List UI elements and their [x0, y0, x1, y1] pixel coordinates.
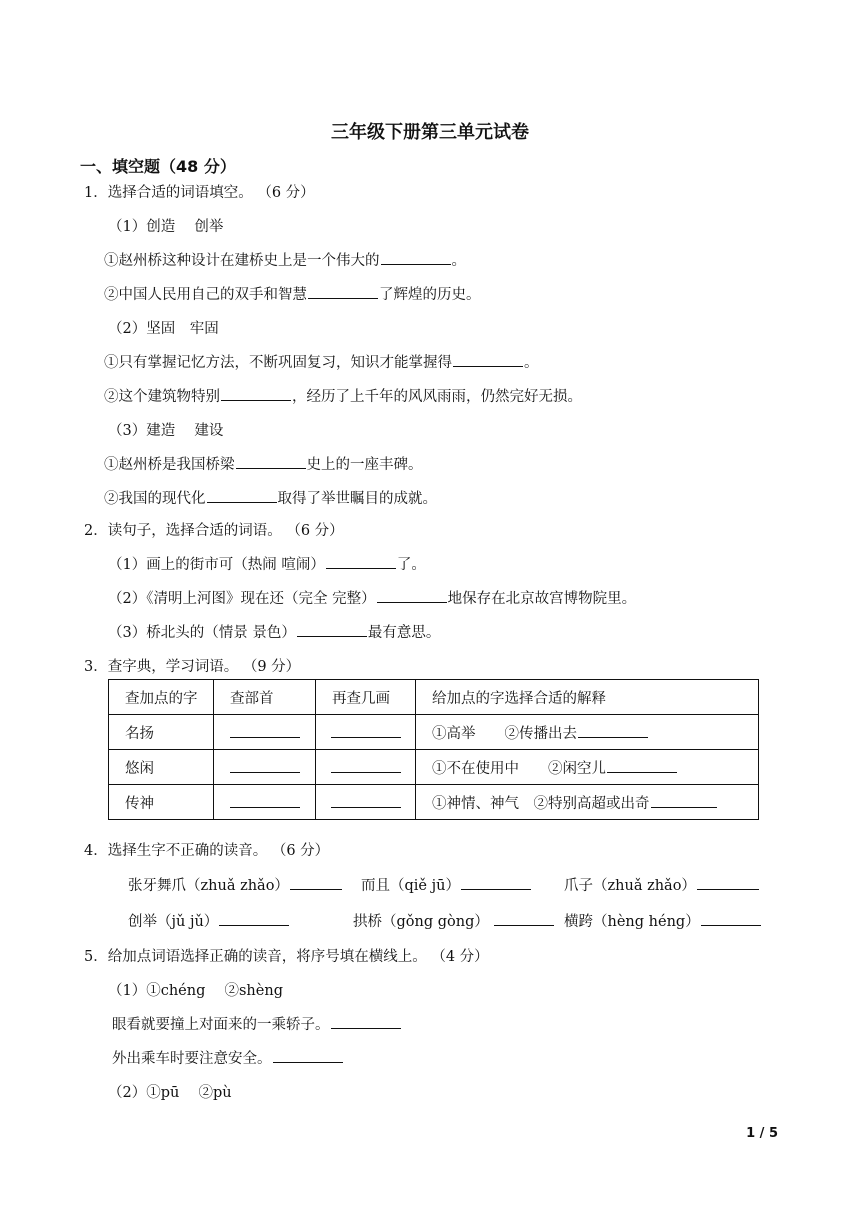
table-row	[109, 785, 759, 820]
table-cell	[316, 715, 416, 750]
q4-item: 横跨（hèng héng）	[564, 910, 762, 931]
answer-blank[interactable]	[230, 722, 300, 738]
answer-blank[interactable]	[331, 1013, 401, 1029]
question-4-stem: 4．选择生字不正确的读音。 （6 分）	[84, 843, 330, 859]
table-cell	[316, 750, 416, 785]
answer-blank[interactable]	[331, 722, 401, 738]
dictionary-table	[108, 679, 759, 820]
table-header: 查部首	[214, 680, 316, 715]
table-cell	[214, 715, 316, 750]
answer-blank[interactable]	[308, 283, 378, 299]
answer-blank[interactable]	[697, 874, 759, 890]
table-cell	[316, 785, 416, 820]
answer-blank[interactable]	[651, 792, 717, 808]
table-word: 悠闲	[109, 750, 214, 785]
table-header-row	[109, 680, 759, 715]
table-header: 给加点的字选择合适的解释	[416, 680, 759, 715]
q2-line: （2）《清明上河图》现在还（完全 完整） 地保存在北京故宫博物院里。	[108, 587, 636, 608]
table-cell	[214, 785, 316, 820]
answer-blank[interactable]	[219, 910, 289, 926]
q4-item: 爪子（zhuǎ zhǎo）	[564, 874, 760, 895]
question-2-stem: 2．读句子，选择合适的词语。 （6 分）	[84, 523, 344, 539]
answer-blank[interactable]	[297, 621, 367, 637]
answer-blank[interactable]	[461, 874, 531, 890]
answer-blank[interactable]	[607, 757, 677, 773]
q1-line: ②中国人民用自己的双手和智慧 了辉煌的历史。	[104, 283, 481, 304]
section-heading: 一、填空题（48 分）	[80, 157, 236, 176]
answer-blank[interactable]	[331, 757, 401, 773]
answer-blank[interactable]	[377, 587, 447, 603]
q1-line: ②我国的现代化 取得了举世瞩目的成就。	[104, 487, 437, 508]
q1-line: ①只有掌握记忆方法，不断巩固复习，知识才能掌握得 。	[104, 351, 539, 372]
answer-blank[interactable]	[701, 910, 761, 926]
q5-part-1: （1）①chéng ②shèng	[108, 983, 283, 999]
q5-line: 眼看就要撞上对面来的一乘轿子。	[112, 1013, 402, 1034]
q5-line: 外出乘车时要注意安全。	[112, 1047, 344, 1068]
q1-group-3: （3）建造 建设	[108, 423, 224, 439]
q2-line: （1）画上的街市可（热闹 喧闹） 了。	[108, 553, 426, 574]
answer-blank[interactable]	[273, 1047, 343, 1063]
answer-blank[interactable]	[578, 722, 648, 738]
page-number: 1 / 5	[746, 1126, 778, 1141]
q1-group-2: （2）坚固 牢固	[108, 321, 219, 337]
answer-blank[interactable]	[326, 553, 396, 569]
table-row	[109, 715, 759, 750]
q1-group-1: （1）创造 创举	[108, 219, 224, 235]
q4-item: 张牙舞爪（zhuǎ zhǎo）	[128, 874, 343, 895]
answer-blank[interactable]	[381, 249, 451, 265]
question-1-stem: 1．选择合适的词语填空。 （6 分）	[84, 185, 315, 201]
table-row	[109, 750, 759, 785]
question-3-stem: 3．查字典，学习词语。 （9 分）	[84, 659, 301, 675]
answer-blank[interactable]	[221, 385, 291, 401]
answer-blank[interactable]	[331, 792, 401, 808]
q4-item: 而且（qiě jū）	[361, 874, 532, 895]
answer-blank[interactable]	[236, 453, 306, 469]
q1-line: ①赵州桥这种设计在建桥史上是一个伟大的 。	[104, 249, 466, 270]
answer-blank[interactable]	[230, 757, 300, 773]
table-header: 查加点的字	[109, 680, 214, 715]
q1-line: ①赵州桥是我国桥梁 史上的一座丰碑。	[104, 453, 423, 474]
answer-blank[interactable]	[207, 487, 277, 503]
answer-blank[interactable]	[494, 910, 554, 926]
question-5-stem: 5．给加点词语选择正确的读音，将序号填在横线上。 （4 分）	[84, 949, 489, 965]
answer-blank[interactable]	[453, 351, 523, 367]
table-cell	[214, 750, 316, 785]
table-word: 传神	[109, 785, 214, 820]
q2-line: （3）桥北头的（情景 景色） 最有意思。	[108, 621, 440, 642]
answer-blank[interactable]	[230, 792, 300, 808]
q4-item: 拱桥（gǒng gòng）	[353, 910, 555, 931]
exam-title: 三年级下册第三单元试卷	[331, 122, 529, 143]
q4-item: 创举（jǔ jǔ）	[128, 910, 290, 931]
q5-part-2: （2）①pū ②pù	[108, 1085, 232, 1101]
table-word: 名扬	[109, 715, 214, 750]
table-cell: ①神情、神气 ②特别高超或出奇	[416, 785, 759, 820]
table-cell: ①不在使用中 ②闲空儿	[416, 750, 759, 785]
q1-line: ②这个建筑物特别 ，经历了上千年的风风雨雨，仍然完好无损。	[104, 385, 582, 406]
table-cell: ①高举 ②传播出去	[416, 715, 759, 750]
answer-blank[interactable]	[290, 874, 342, 890]
table-header: 再查几画	[316, 680, 416, 715]
